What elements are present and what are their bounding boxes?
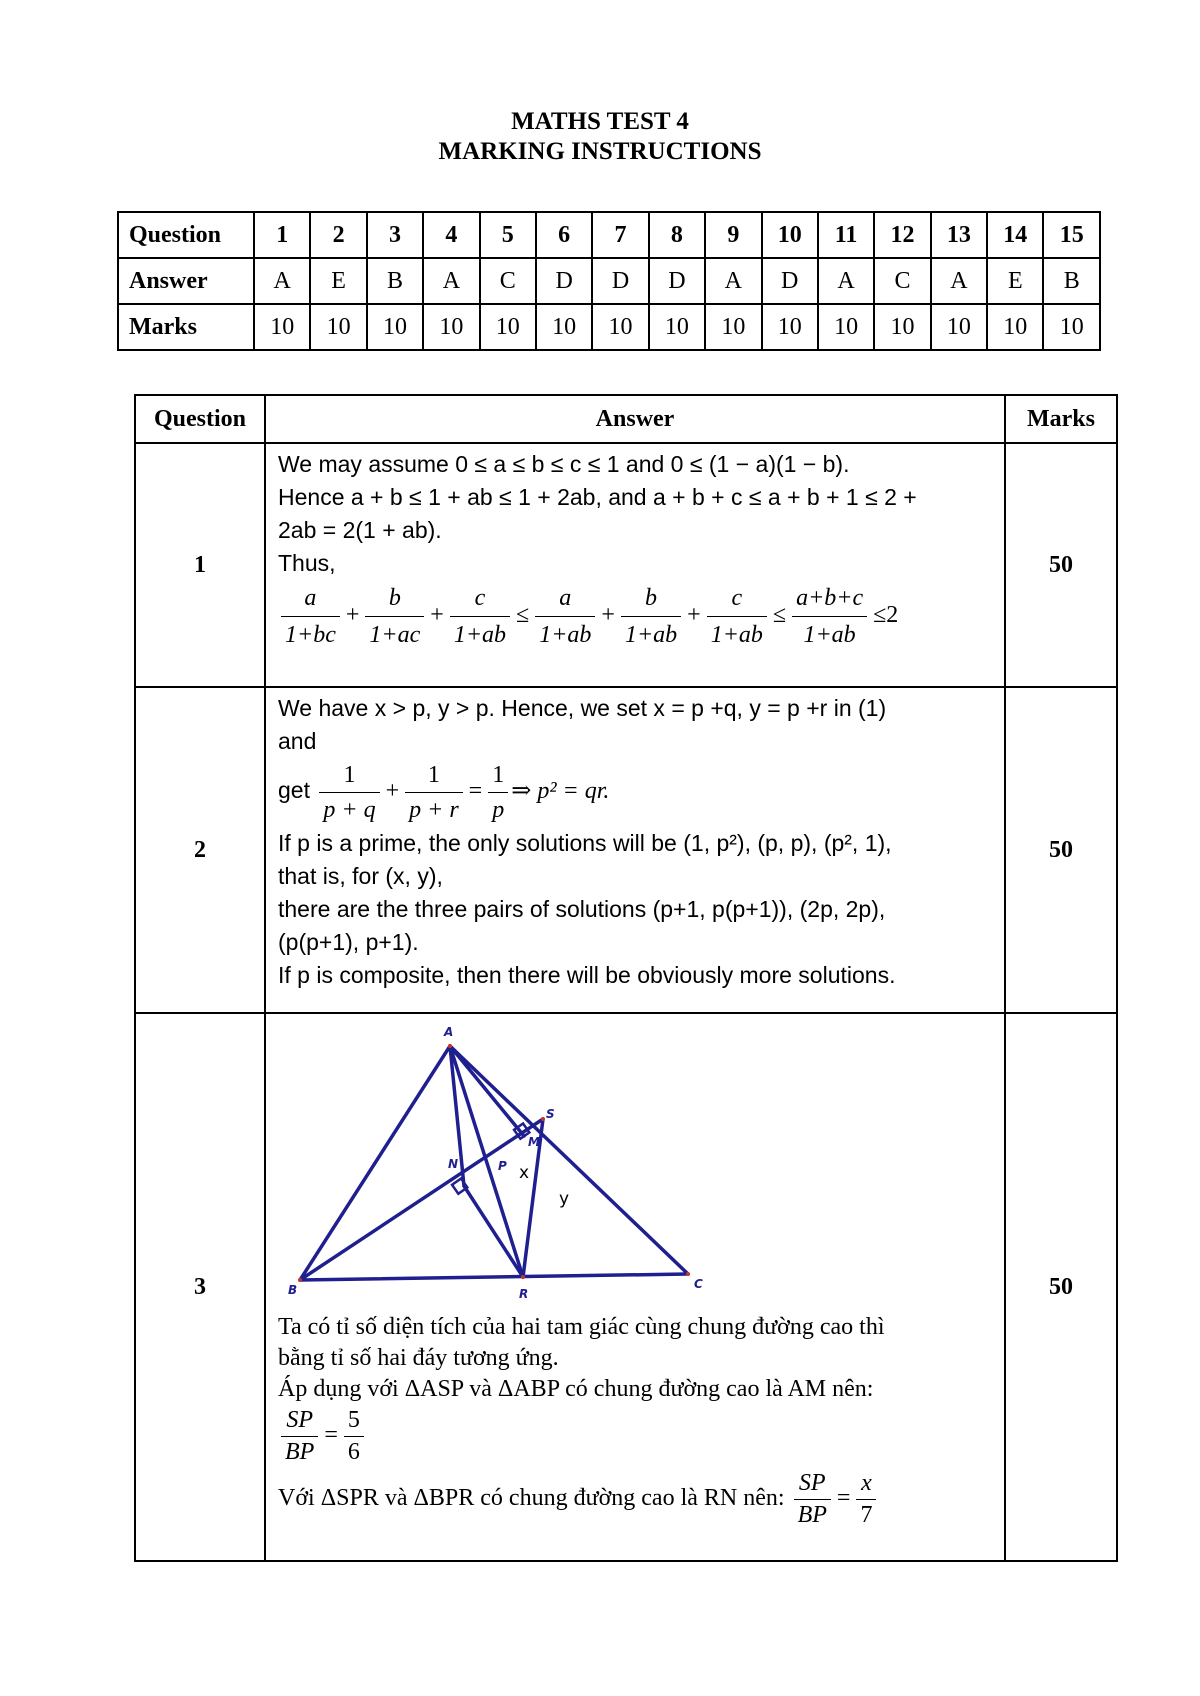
mark-cell: 10 [423,304,479,350]
fraction: $\frac{SP}{BP}$ [794,1468,831,1531]
fraction: $\frac{a}{1+bc}$ [281,580,340,653]
solution-number: 3 [135,1013,265,1561]
mark-cell: 10 [310,304,366,350]
question-cell: 1 [254,212,310,258]
page-title: MATHS TEST 4 [511,108,689,135]
q2-line6: there are the three pairs of solutions (p+1, p(p+1)), (2p, 2p), [278,896,886,922]
mark-cell: 10 [818,304,874,350]
mark-cell: 10 [705,304,761,350]
q3-line1: Ta có tỉ số diện tích của hai tam giác cùng chung đường cao thì [278,1314,885,1340]
marks-header: Marks [118,304,254,350]
label-x: x [519,1163,530,1183]
label-p: P [498,1159,507,1173]
q2-line5: that is, for (x, y), [278,863,443,889]
mark-cell: 10 [649,304,705,350]
fraction: $\frac{b}{1+ab}$ [621,580,681,653]
solution-text [265,443,1005,687]
fraction: $\frac{a+b+c}{1+ab}$ [792,580,867,653]
answer-cell: A [705,258,761,304]
q2-line7: (p(p+1), p+1). [278,929,419,955]
question-cell: 5 [480,212,536,258]
question-cell: 2 [310,212,366,258]
question-cell: 4 [423,212,479,258]
question-cell: 12 [874,212,930,258]
fraction: $\frac{c}{1+ab}$ [450,580,510,653]
solutions-header-row [135,395,1117,443]
question-row [118,212,1100,258]
q1-line3: 2ab = 2(1 + ab). [278,517,442,543]
answer-cell: E [987,258,1043,304]
q1-line2: Hence a + b ≤ 1 + ab ≤ 1 + 2ab, and a + b + c ≤ a + b + 1 ≤ 2 + [278,484,917,510]
solution-number: 1 [135,443,265,687]
fraction: $\frac{x}{7}$ [856,1468,876,1531]
q2-line1: We have x > p, y > p. Hence, we set x = p +q, y = p +r in (1) [278,695,887,721]
label-b: B [288,1283,298,1297]
answer-cell: B [367,258,423,304]
solution-marks: 50 [1005,687,1117,1013]
label-r: R [519,1287,529,1301]
q3-line3: Áp dụng với ΔASP và ΔABP có chung đường cao là AM nên: [278,1376,874,1402]
answer-cell: A [423,258,479,304]
answer-cell: C [874,258,930,304]
solution-row-3 [135,1013,1117,1561]
question-cell: 11 [818,212,874,258]
question-header: Question [118,212,254,258]
answer-header: Answer [118,258,254,304]
q3-ratio-1: $\frac{SP}{BP}$ = $\frac{5}{6}$ [278,1405,992,1468]
answer-row [118,258,1100,304]
mark-cell: 10 [931,304,987,350]
answer-cell: A [818,258,874,304]
question-cell: 8 [649,212,705,258]
label-n: N [448,1157,459,1171]
answer-key-table [117,211,1101,351]
mark-cell: 10 [480,304,536,350]
q1-line4: Thus, [278,550,336,576]
solution-row-1 [135,443,1117,687]
page-subtitle: MARKING INSTRUCTIONS [438,138,762,165]
solution-row-2 [135,687,1117,1013]
solution-number: 2 [135,687,265,1013]
answer-cell: D [536,258,592,304]
fraction: $\frac{1}{p + r}$ [405,758,463,827]
label-c: C [694,1277,703,1291]
mark-cell: 10 [592,304,648,350]
mark-cell: 10 [367,304,423,350]
q1-line1: We may assume 0 ≤ a ≤ b ≤ c ≤ 1 and 0 ≤ (1 − a)(1 − b). [278,451,850,477]
q3-line5: Với ΔSPR và ΔBPR có chung đường cao là RN nên: $\frac{SP}{BP}$ = $\frac{x}{7}$ [278,1468,992,1531]
label-a: A [444,1025,454,1039]
answer-cell: C [480,258,536,304]
mark-cell: 10 [536,304,592,350]
fraction: $\frac{5}{6}$ [344,1405,364,1468]
fraction: $\frac{b}{1+ac}$ [365,580,424,653]
label-m: M [528,1135,540,1149]
q2-line2: and [278,728,317,754]
mark-cell: 10 [254,304,310,350]
q3-line2: bằng tỉ số hai đáy tương ứng. [278,1345,559,1371]
solution-text [265,687,1005,1013]
solution-text [265,1013,1005,1561]
question-cell: 15 [1043,212,1100,258]
mark-cell: 10 [762,304,818,350]
fraction: $\frac{a}{1+ab}$ [535,580,595,653]
solution-marks: 50 [1005,443,1117,687]
answer-cell: A [931,258,987,304]
question-cell: 3 [367,212,423,258]
question-cell: 7 [592,212,648,258]
mark-cell: 10 [987,304,1043,350]
label-y: y [559,1189,570,1209]
marks-row [118,304,1100,350]
col-answer-header: Answer [265,395,1005,443]
q2-line8: If p is composite, then there will be obviously more solutions. [278,962,896,988]
question-cell: 13 [931,212,987,258]
mark-cell: 10 [874,304,930,350]
fraction: $\frac{SP}{BP}$ [281,1405,318,1468]
mark-cell: 10 [1043,304,1100,350]
fraction: $\frac{c}{1+ab}$ [707,580,767,653]
answer-cell: D [649,258,705,304]
question-cell: 9 [705,212,761,258]
question-cell: 10 [762,212,818,258]
answer-cell: B [1043,258,1100,304]
triangle-figure [288,1018,768,1308]
answer-cell: E [310,258,366,304]
answer-cell: D [762,258,818,304]
q2-equation: get $\frac{1}{p + q}$ + $\frac{1}{p + r}$ = $\frac{1}{p}$ ⇒ p² = qr. [278,758,992,827]
question-cell: 6 [536,212,592,258]
label-s: S [546,1107,555,1121]
solutions-table [134,394,1118,1562]
solution-marks: 50 [1005,1013,1117,1561]
q2-line4: If p is a prime, the only solutions will be (1, p²), (p, p), (p², 1), [278,830,892,856]
answer-cell: D [592,258,648,304]
question-cell: 14 [987,212,1043,258]
col-marks-header: Marks [1005,395,1117,443]
col-question-header: Question [135,395,265,443]
q1-inequality: $\frac{a}{1+bc}$ + $\frac{b}{1+ac}$ + $\frac{c}{1+ab}$ ≤ $\frac{a}{1+ab}$ + $\frac{b}{1+ab}$ + $\frac{c}{1+ab}$ ≤ $\frac{a+b+c}{1+ab}$ ≤2 [278,580,992,653]
answer-cell: A [254,258,310,304]
fraction: $\frac{1}{p}$ [488,758,508,827]
fraction: $\frac{1}{p + q}$ [319,758,379,827]
